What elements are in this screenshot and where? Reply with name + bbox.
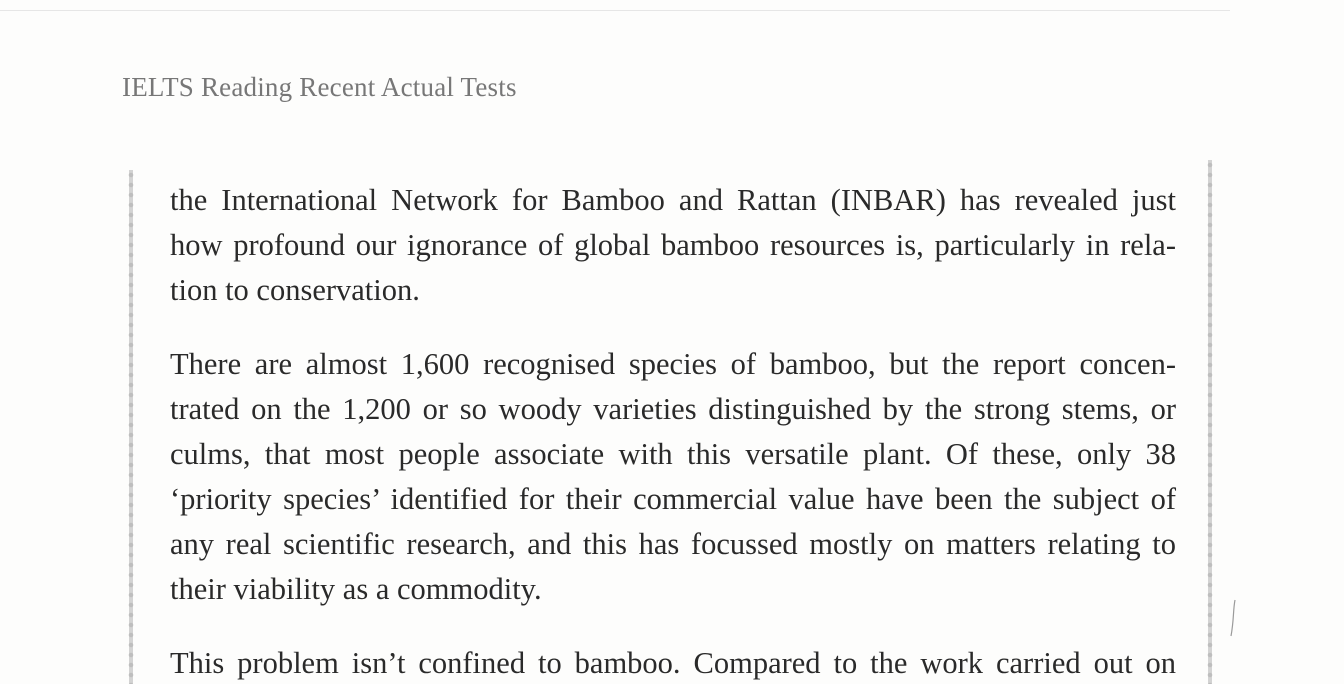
text-line: culms, that most people associate with this versatile plant. Of these, only 38	[170, 437, 1176, 471]
text-line: tion to conservation.	[170, 273, 420, 307]
paragraph-gap	[170, 313, 1176, 342]
text-line: how profound our ignorance of global bamboo resources is, particularly in rela-	[170, 228, 1176, 262]
text-line: any real scientific research, and this has focussed mostly on matters relating to	[170, 527, 1176, 561]
text-line: There are almost 1,600 recognised species of bamboo, but the report concen-	[170, 347, 1176, 381]
text-line: trated on the 1,200 or so woody varieties distinguished by the strong stems, or	[170, 392, 1176, 426]
paragraph-gap	[170, 612, 1176, 641]
text-line: the International Network for Bamboo and Rattan (INBAR) has revealed just	[170, 183, 1176, 217]
top-rule	[0, 10, 1230, 11]
running-header: IELTS Reading Recent Actual Tests	[122, 72, 517, 102]
right-decorative-border	[1203, 160, 1217, 684]
paragraph-3	[170, 641, 1176, 684]
text-line: ‘priority species’ identified for their commercial value have been the subject of	[170, 482, 1176, 516]
body-text	[170, 178, 1176, 684]
paragraph-2	[170, 342, 1176, 612]
text-line: their viability as a commodity.	[170, 572, 542, 606]
text-line: This problem isn’t confined to bamboo. Compared to the work carried out on	[170, 646, 1176, 680]
left-decorative-border	[124, 170, 138, 684]
pen-mark-icon	[1228, 598, 1238, 638]
paragraph-1	[170, 178, 1176, 313]
